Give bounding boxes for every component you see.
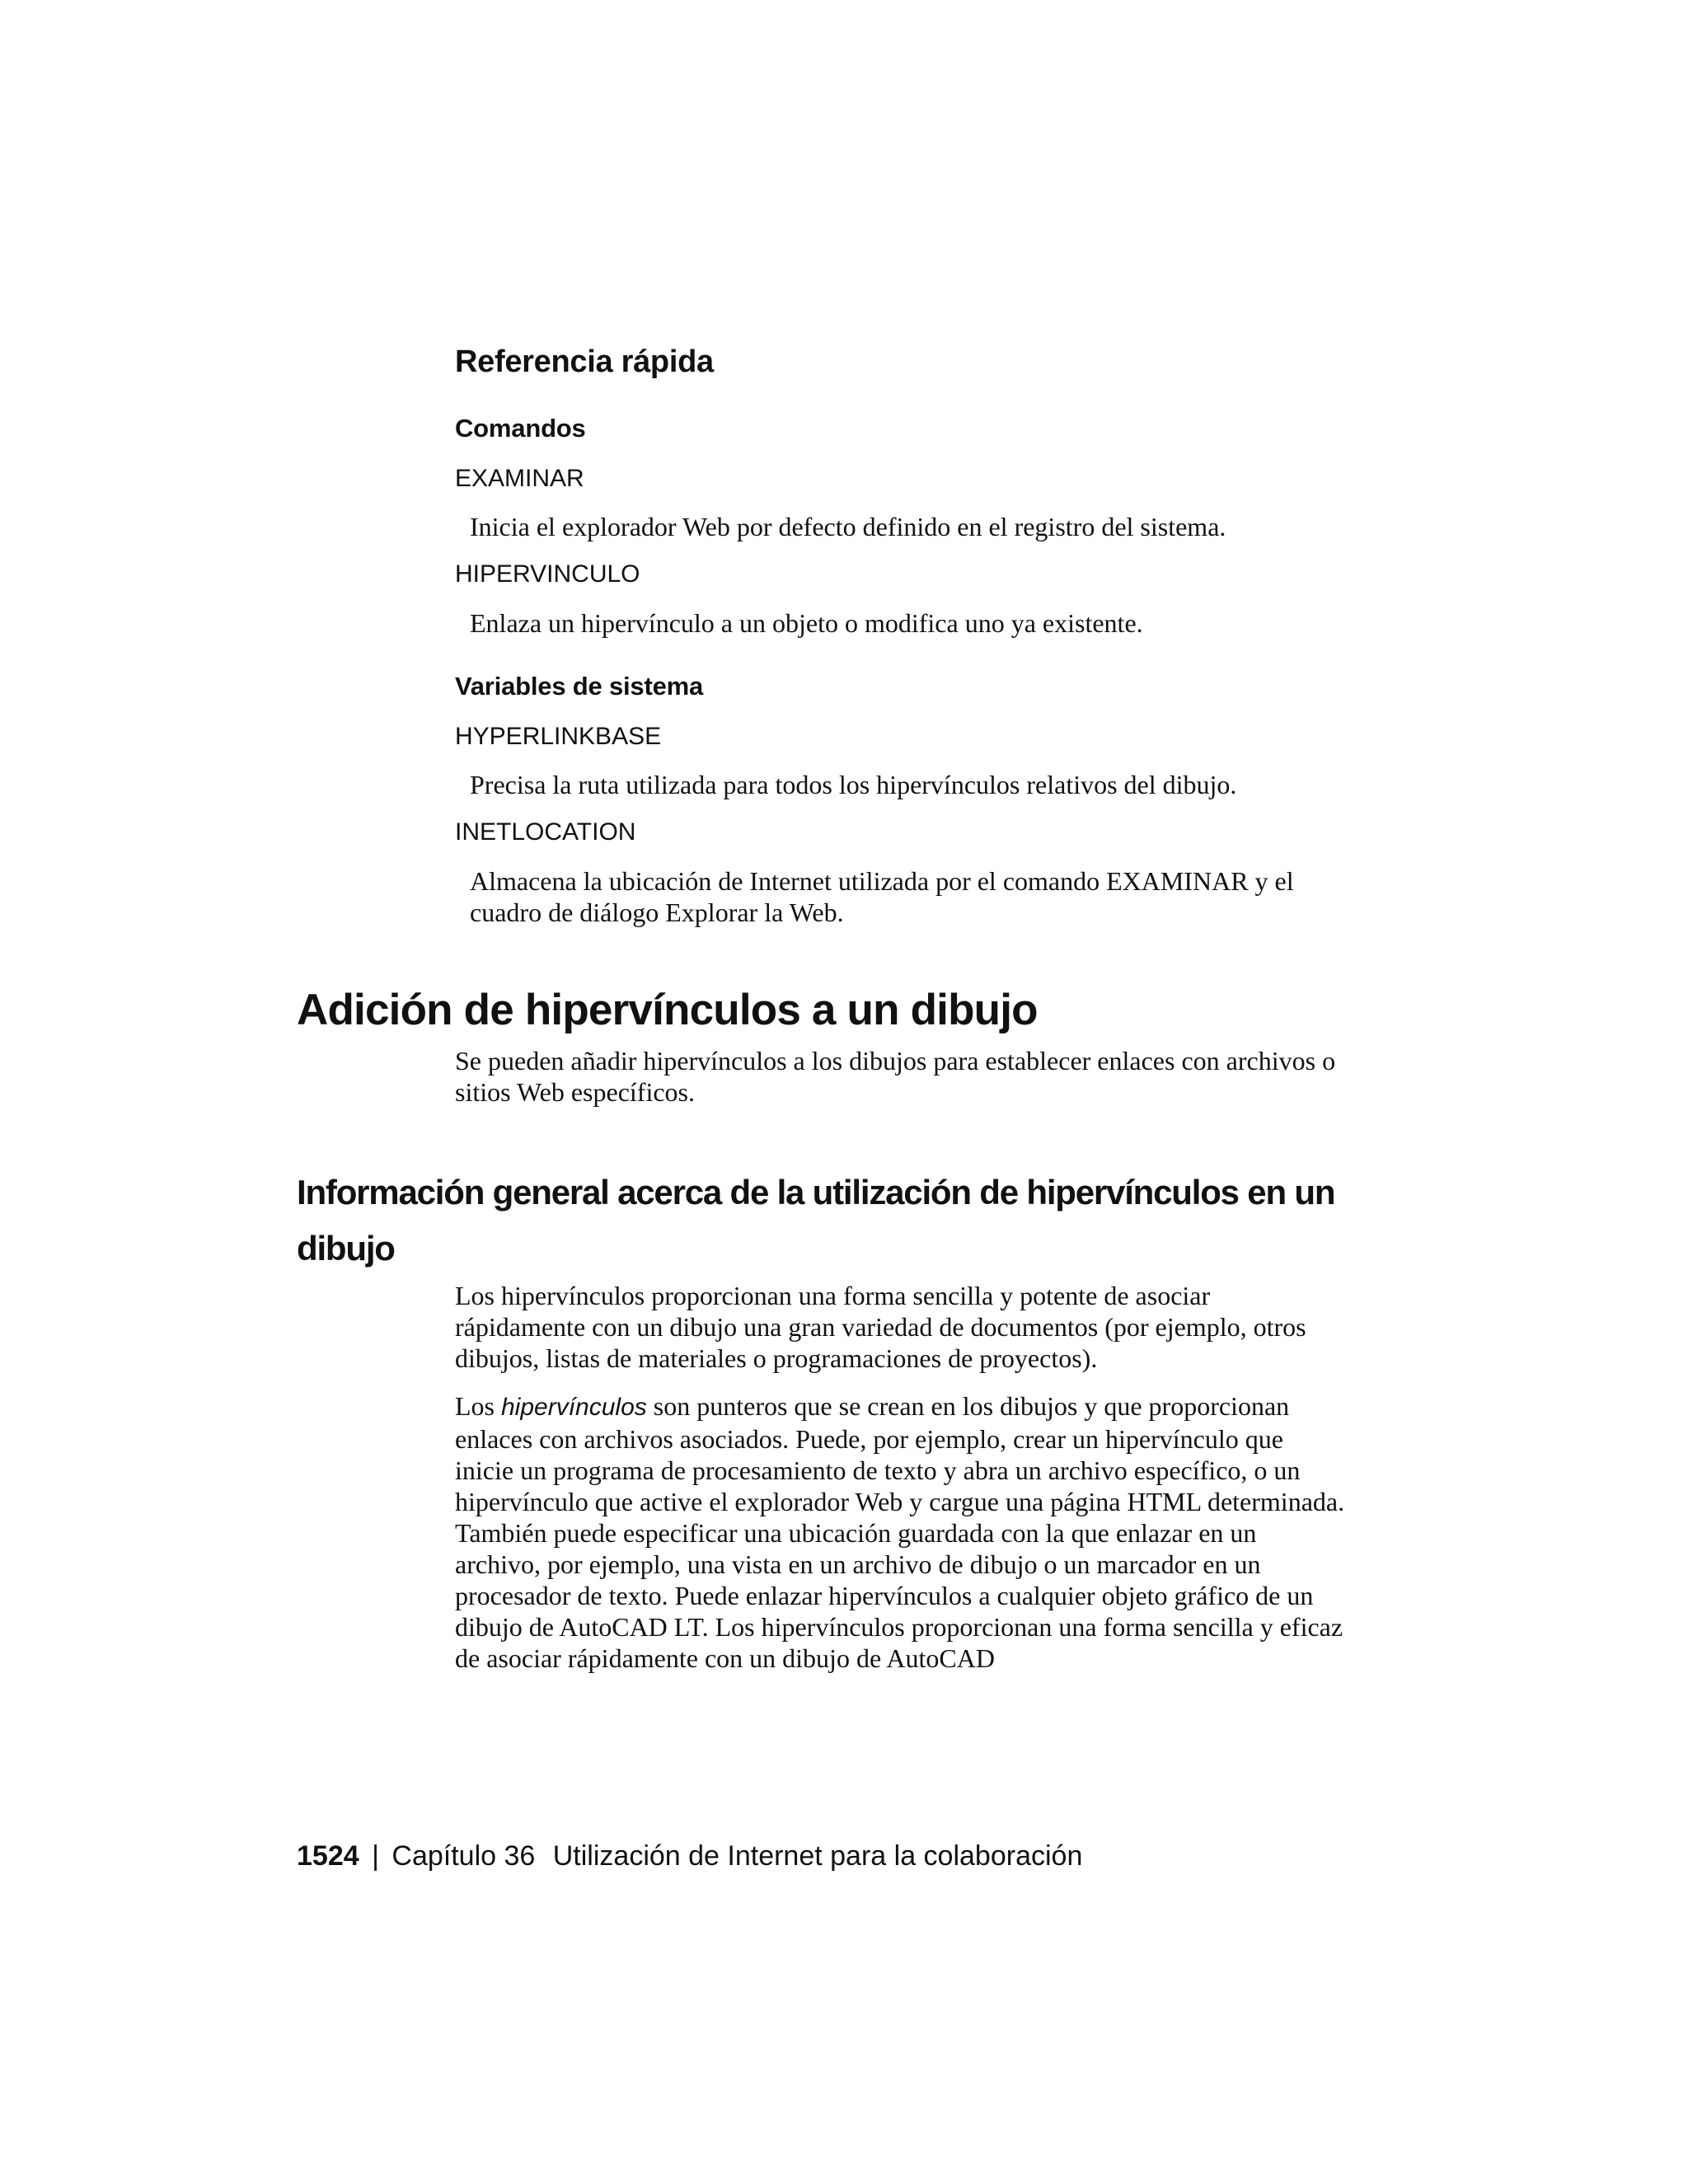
- section-intro-adicion: Se pueden añadir hipervínculos a los dibujos para establecer enlaces con archivos o sitios Web específicos.: [455, 1046, 1336, 1107]
- variable-desc-inetlocation: Almacena la ubicación de Internet utilizada por el comando EXAMINAR y el cuadro de diálogo Explorar la Web.: [470, 866, 1294, 927]
- paragraph-1: Los hipervínculos proporcionan una forma sencilla y potente de asociar rápidamente con un dibujo una gran variedad de documentos (por ejemplo, otros dibujos, listas de materiales o programaciones de proyectos).: [455, 1281, 1306, 1373]
- paragraph-2: [455, 1390, 1345, 1674]
- command-name-hipervinculo: HIPERVINCULO: [455, 560, 640, 588]
- section-heading-informacion: Información general acerca de la utilización de hipervínculos en un dibujo: [297, 1173, 1335, 1268]
- chapter-label: Capítulo 36: [392, 1840, 536, 1872]
- section-heading-adicion: Adición de hipervínculos a un dibujo: [297, 986, 1038, 1034]
- footer-separator: |: [372, 1840, 379, 1872]
- command-name-examinar: EXAMINAR: [455, 465, 584, 492]
- page-footer: [297, 1840, 1082, 1872]
- term-hipervinculos: hipervínculos: [501, 1394, 647, 1421]
- variable-name-inetlocation: INETLOCATION: [455, 818, 636, 846]
- command-desc-hipervinculo: Enlaza un hipervínculo a un objeto o modifica uno ya existente.: [470, 608, 1143, 638]
- quick-reference-title: Referencia rápida: [455, 344, 714, 379]
- variables-heading: Variables de sistema: [455, 672, 704, 701]
- commands-heading: Comandos: [455, 414, 586, 443]
- command-desc-examinar: Inicia el explorador Web por defecto definido en el registro del sistema.: [470, 512, 1226, 541]
- paragraph-2-rest: son punteros que se crean en los dibujos y que proporcionan enlaces con archivos asociados. Puede, por ejemplo, crear un hipervínculo que inicie un programa de procesamiento de texto y abra un archivo específico, o un hipervínculo que active el explorador Web y cargue una página HTML determinada. También puede especificar una ubicación guardada con la que enlazar en un archivo, por ejemplo, una vista en un archivo de dibujo o un marcador en un procesador de texto. Puede enlazar hipervínculos a cualquier objeto gráfico de un dibujo de AutoCAD LT. Los hipervínculos proporcionan una forma sencilla y eficaz de asociar rápidamente con un dibujo de AutoCAD: [455, 1391, 1345, 1673]
- chapter-title: Utilización de Internet para la colaboración: [552, 1840, 1083, 1872]
- page-number: 1524: [297, 1840, 359, 1872]
- paragraph-2-start: Los: [455, 1391, 501, 1421]
- variable-desc-hyperlinkbase: Precisa la ruta utilizada para todos los hipervínculos relativos del dibujo.: [470, 770, 1237, 799]
- variable-name-hyperlinkbase: HYPERLINKBASE: [455, 723, 662, 750]
